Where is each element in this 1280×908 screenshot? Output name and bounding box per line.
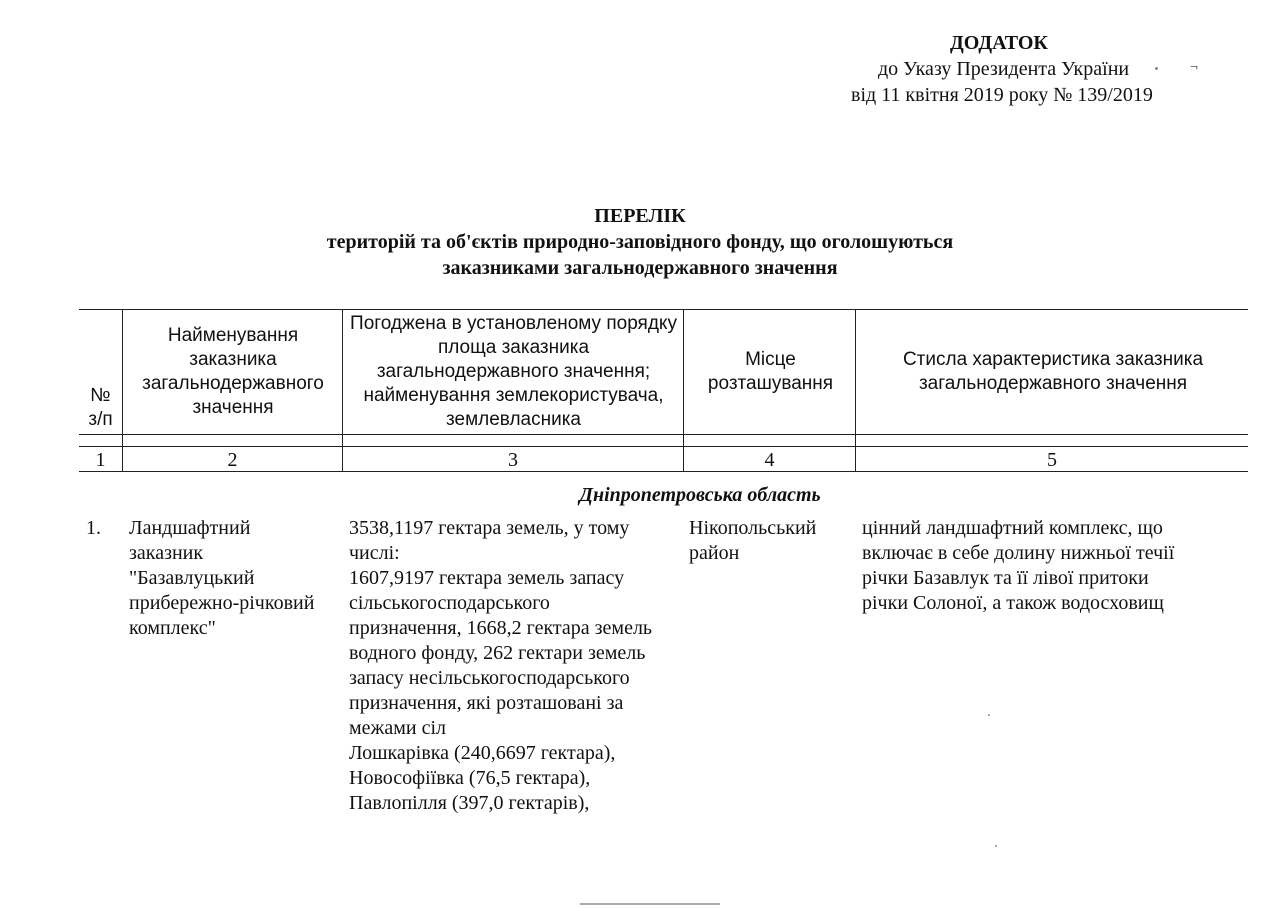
table-header-rule bbox=[79, 434, 1248, 435]
column-number: 2 bbox=[227, 449, 238, 471]
list-heading bbox=[0, 203, 1280, 281]
appendix-date-line: від 11 квітня 2019 року № 139/2019 bbox=[851, 84, 1153, 106]
table-column-divider bbox=[683, 309, 684, 472]
list-subtitle-1: територій та об'єктів природно-заповідного фонду, що оголошуються bbox=[326, 231, 954, 253]
list-title: ПЕРЕЛІК bbox=[594, 205, 686, 227]
row-number: 1. bbox=[86, 517, 101, 539]
table-top-rule bbox=[79, 309, 1248, 310]
table-number-row-bottom-rule bbox=[79, 471, 1248, 472]
header-area: Погоджена в установленому порядку площа заказника загальнодержавного значення; найменування землекористувача, землевласника bbox=[350, 313, 677, 430]
scan-edge-mark bbox=[580, 903, 720, 905]
reserve-area: 3538,1197 гектара земель, у тому числі: 1607,9197 гектара земель запасу сільськогосподарського призначення, 1668,2 гектара земель водного фонду, 262 гектари земель запасу несільськогосподарського призначення, які розташовані за межами сіл Лошкарівка (240,6697 гектара), Новософіївка (76,5 гектара), Павлопілля (397,0 гектарів), bbox=[349, 517, 653, 814]
list-subtitle-2: заказниками загальнодержавного значення bbox=[442, 257, 838, 279]
scan-tick-mark: ¬ bbox=[1190, 60, 1198, 75]
header-name: Найменування заказника загальнодержавного значення bbox=[142, 325, 324, 418]
scan-speck bbox=[988, 714, 990, 716]
region-heading: Дніпропетровська область bbox=[579, 484, 821, 506]
table-column-divider bbox=[855, 309, 856, 472]
column-number: 5 bbox=[1047, 449, 1057, 471]
scan-speck bbox=[995, 845, 997, 847]
table-number-row-top-rule bbox=[79, 446, 1248, 447]
scan-speck bbox=[1155, 67, 1158, 70]
table-column-divider bbox=[122, 309, 123, 472]
table-column-divider bbox=[342, 309, 343, 472]
column-number: 4 bbox=[764, 449, 775, 471]
reserve-description: цінний ландшафтний комплекс, що включає в себе долину нижньої течії річки Базавлук та її лівої притоки річки Солоної, а також водосховищ bbox=[862, 517, 1175, 614]
column-number: 1 bbox=[95, 449, 106, 471]
appendix-decree-line: до Указу Президента України bbox=[878, 58, 1130, 80]
header-number: № з/п bbox=[88, 385, 113, 430]
reserve-name: Ландшафтний заказник "Базавлуцький прибережно-річковий комплекс" bbox=[129, 517, 315, 639]
appendix-title: ДОДАТОК bbox=[950, 32, 1048, 54]
header-location: Місце розташування bbox=[707, 349, 834, 394]
reserve-location: Нікопольський район bbox=[689, 517, 817, 564]
appendix-block bbox=[760, 30, 1260, 108]
column-number: 3 bbox=[508, 449, 518, 471]
header-description: Стисла характеристика заказника загальнодержавного значення bbox=[902, 349, 1204, 394]
